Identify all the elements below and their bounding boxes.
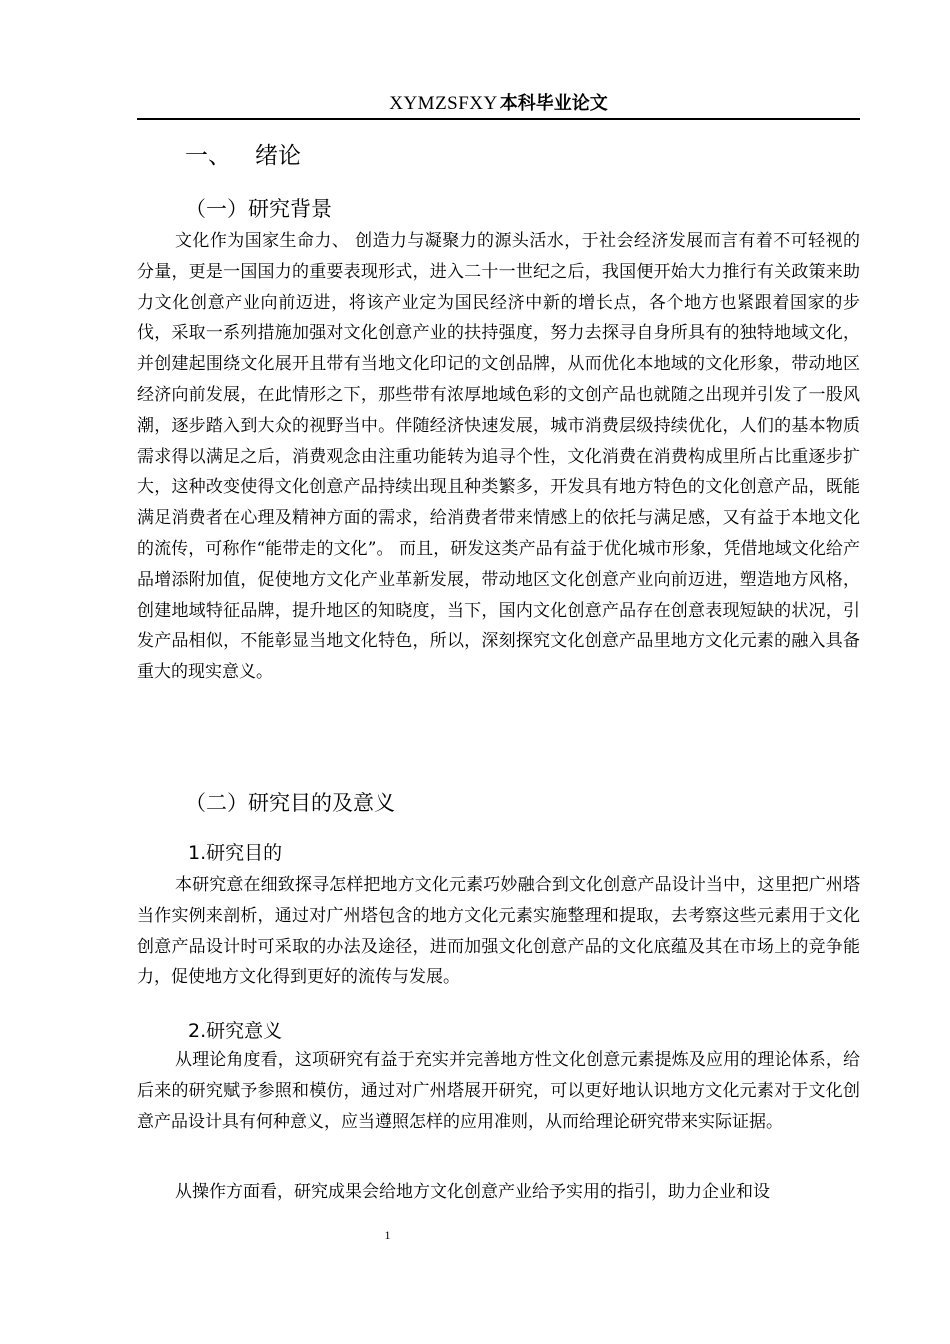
section-heading-background: （一）研究背景 (185, 197, 332, 221)
paragraph-background: 文化作为国家生命力、 创造力与凝聚力的源头活水，于社会经济发展而言有着不可轻视的分量，更是一国国力的重要表现形式，进入二十一世纪之后，我国便开始大力推行有关政策来助力文化创意产业向前迈进，将该产业定为国民经济中新的增长点，各个地方也紧跟着国家的步伐，采取一系列措施加强对文化创意产业的扶持强度，努力去探寻自身所具有的独特地域文化，并创建起围绕文化展开且带有当地文化印记的文创品牌，从而优化本地域的文化形象，带动地区经济向前发展，在此情形之下，那些带有浓厚地域色彩的文创产品也就随之出现并引发了一股风潮，逐步踏入到大众的视野当中。伴随经济快速发展，城市消费层级持续优化，人们的基本物质需求得以满足之后，消费观念由注重功能转为追寻个性，文化消费在消费构成里所占比重逐步扩大，这种改变使得文化创意产品持续出现且种类繁多，开发具有地方特色的文化创意产品，既能满足消费者在心理及精神方面的需求，给消费者带来情感上的依托与满足感，又有益于本地文化的流传，可称作“能带走的文化”。 而且，研发这类产品有益于优化城市形象，凭借地域文化给产品增添附加值，促使地方文化产业革新发展，带动地区文化创意产业向前迈进，塑造地方风格，创建地域特征品牌，提升地区的知晓度，当下，国内文化创意产品存在创意表现短缺的状况，引发产品相似，不能彰显当地文化特色，所以，深刻探究文化创意产品里地方文化元素的融入具备重大的现实意义。 (137, 231, 860, 683)
header-code: XYMZSFXY (389, 93, 498, 114)
chapter-title: 绪论 (255, 143, 301, 169)
header-title: 本科毕业论文 (499, 93, 608, 114)
subsection-heading-goal: 1.研究目的 (188, 842, 283, 864)
paragraph-significance-theory: 从理论角度看，这项研究有益于充实并完善地方性文化创意元素提炼及应用的理论体系，给后来的研究赋予参照和模仿，通过对广州塔展开研究，可以更好地认识地方文化元素对于文化创意产品设计具有何种意义，应当遵照怎样的应用准则，从而给理论研究带来实际证据。 (137, 1050, 860, 1132)
paragraph-significance-practice: 从操作方面看，研究成果会给地方文化创意产业给予实用的指引，助力企业和设 (175, 1182, 770, 1202)
page-header (137, 88, 860, 120)
paragraph-goal: 本研究意在细致探寻怎样把地方文化元素巧妙融合到文化创意产品设计当中，这里把广州塔当作实例来剖析，通过对广州塔包含的地方文化元素实施整理和提取，去考察这些元素用于文化创意产品设计时可采取的办法及途径，进而加强文化创意产品的文化底蕴及其在市场上的竞争能力，促使地方文化得到更好的流传与发展。 (137, 875, 860, 988)
chapter-number: 一、 (185, 143, 231, 169)
page-number: 1 (384, 1228, 391, 1242)
section-heading-purpose: （二）研究目的及意义 (185, 791, 395, 815)
subsection-heading-significance: 2.研究意义 (188, 1020, 283, 1042)
chapter-heading (185, 138, 301, 174)
